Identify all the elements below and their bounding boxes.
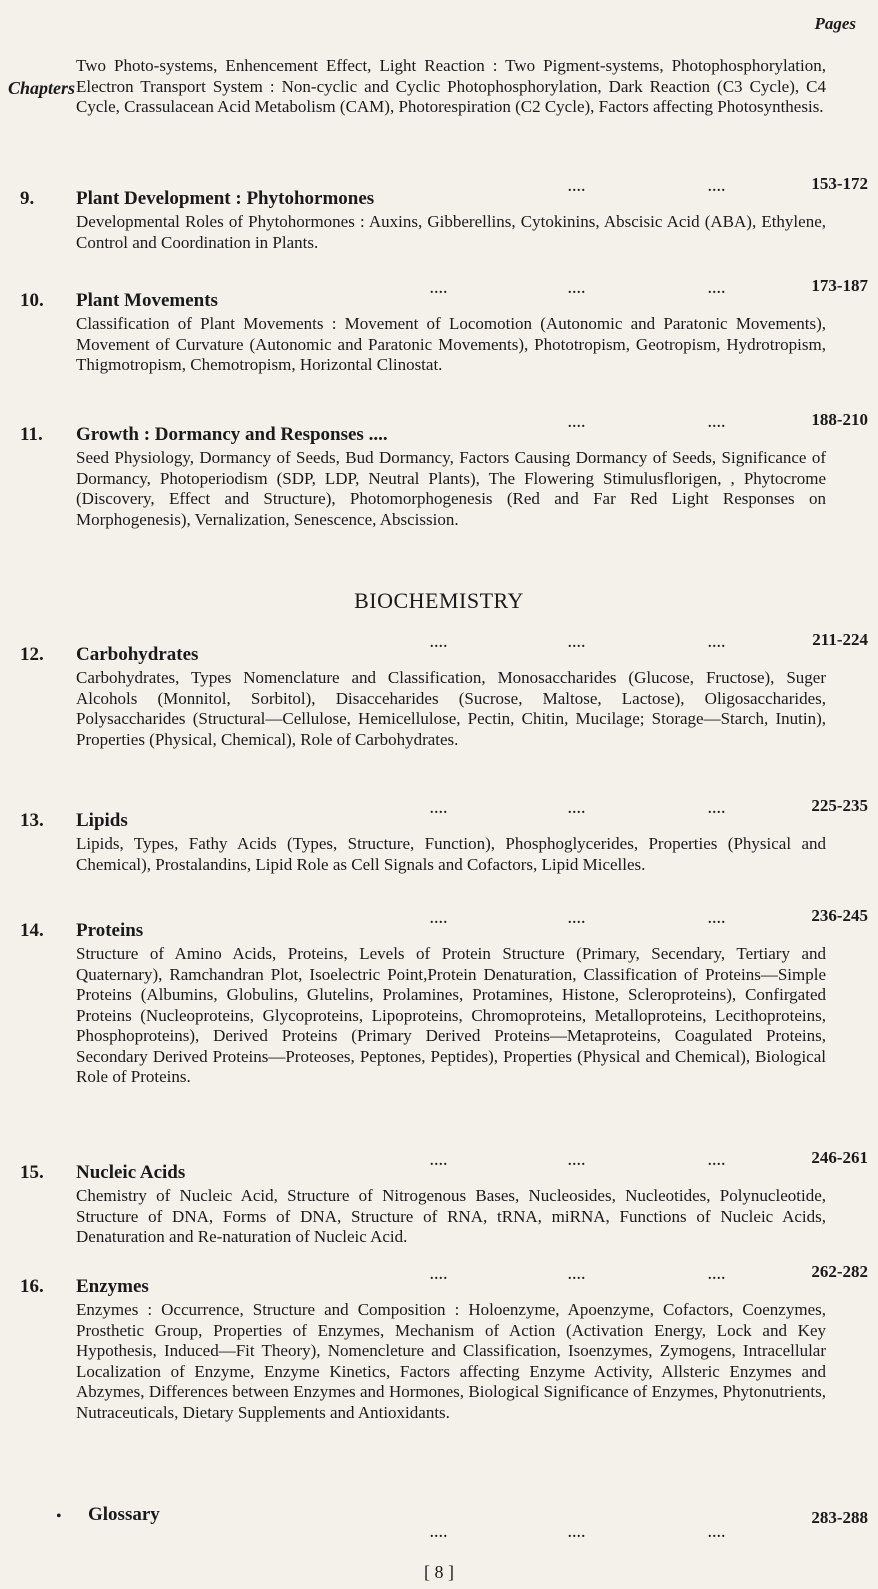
chapter-heading bbox=[0, 796, 878, 834]
leader-dots: .... bbox=[568, 1268, 586, 1283]
leader-dots: .... bbox=[568, 416, 586, 431]
leader-dots: .... bbox=[430, 1268, 448, 1283]
chapter-description: Classification of Plant Movements : Movement of Locomotion (Autonomic and Paratonic Movements), Movement of Curvature (Autonomic and Paratonic Movements), Phototropism, Geotropism, Hydrotropism, Thigmotropism, Chemotropism, Horizontal Clinostat. bbox=[76, 314, 826, 374]
section-heading-biochemistry: BIOCHEMISTRY bbox=[354, 588, 524, 613]
page-number: [ 8 ] bbox=[424, 1562, 454, 1582]
page-range: 211-224 bbox=[812, 630, 868, 649]
leader-dots: .... bbox=[568, 1154, 586, 1169]
chapter-16 bbox=[0, 1262, 878, 1423]
chapter-number: 9. bbox=[20, 188, 35, 209]
leader-dots: .... bbox=[568, 802, 586, 817]
chapter-12 bbox=[0, 630, 878, 750]
leader-dots: .... bbox=[568, 180, 586, 195]
chapter-description: Developmental Roles of Phytohormones : Auxins, Gibberellins, Cytokinins, Abscisic Acid (ABA), Ethylene, Control and Coordination in Plants. bbox=[76, 212, 826, 252]
chapter-title: Carbohydrates bbox=[76, 644, 199, 665]
chapter-title: Plant Development : Phytohormones bbox=[76, 188, 375, 209]
intro-continuation bbox=[0, 56, 878, 118]
chapter-description: Enzymes : Occurrence, Structure and Composition : Holoenzyme, Apoenzyme, Cofactors, Coenzymes, Prosthetic Group, Properties of Enzymes, Mechanism of Action (Activation Energy, Lock and Key Hypothesis, Induced—Fit Theory), Nomencleture and Classification, Isoenzymes, Zymogens, Intracellular Localization of Enzyme, Enzyme Kinetics, Factors affecting Enzyme Activity, Allsteric Enzymes and Abzymes, Differences between Enzymes and Hormones, Biological Significance of Enzymes, Phytonutrients, Nutraceuticals, Dietary Supplements and Antioxidants. bbox=[76, 1300, 826, 1422]
chapter-heading bbox=[0, 276, 878, 314]
chapter-heading bbox=[0, 174, 878, 212]
glossary-entry bbox=[0, 1504, 878, 1541]
chapter-title: Growth : Dormancy and Responses .... bbox=[76, 424, 388, 445]
chapter-number: 10. bbox=[20, 290, 44, 311]
leader-dots: .... bbox=[430, 636, 448, 651]
leader-dots: .... bbox=[430, 282, 448, 297]
page-range: 153-172 bbox=[811, 174, 868, 193]
page-range: 173-187 bbox=[811, 276, 868, 295]
leader-dots: .... bbox=[708, 912, 726, 927]
chapter-11 bbox=[0, 410, 878, 530]
chapters-column-label: Chapters bbox=[8, 78, 76, 98]
chapter-number: 15. bbox=[20, 1162, 44, 1183]
chapter-number: 14. bbox=[20, 920, 44, 941]
chapter-13 bbox=[0, 796, 878, 875]
chapter-title: Nucleic Acids bbox=[76, 1162, 186, 1183]
chapter-description: Seed Physiology, Dormancy of Seeds, Bud Dormancy, Factors Causing Dormancy of Seeds, Significance of Dormancy, Photoperiodism (SDP, LDP, Neutral Plants), The Flowering Stimulusflorigen, , Phytocrome (Discovery, Effect and Structure), Photomorphogenesis (Red and Far Red Light Responses on Morphogenesis), Vernalization, Senescence, Abscission. bbox=[76, 448, 826, 529]
leader-dots: .... bbox=[708, 180, 726, 195]
chapter-number: 16. bbox=[20, 1276, 44, 1297]
pages-column-label: Pages bbox=[814, 14, 856, 33]
chapter-heading bbox=[0, 1148, 878, 1186]
leader-dots: .... bbox=[708, 636, 726, 651]
leader-dots: .... bbox=[708, 416, 726, 431]
chapter-10 bbox=[0, 276, 878, 376]
chapter-15 bbox=[0, 1148, 878, 1248]
leader-dots: .... bbox=[430, 1526, 448, 1541]
chapter-heading bbox=[0, 410, 878, 448]
glossary-title: Glossary bbox=[88, 1504, 160, 1525]
page-range: 246-261 bbox=[811, 1148, 868, 1167]
leader-dots: .... bbox=[708, 1154, 726, 1169]
chapter-9 bbox=[0, 174, 878, 253]
glossary-heading bbox=[0, 1504, 878, 1541]
chapter-title: Proteins bbox=[76, 920, 144, 941]
chapter-description: Structure of Amino Acids, Proteins, Levels of Protein Structure (Primary, Secendary, Tertiary and Quaternary), Ramchandran Plot, Isoelectric Point,Protein Denaturation, Classification of Proteins—Simple Proteins (Albumins, Globulins, Glutelins, Prolamines, Protamines, Histone, Scleroproteins), Confirgated Proteins (Nucleoproteins, Glycoproteins, Lipoproteins, Chromoproteins, Metalloproteins, Lecithoproteins, Phosphoproteins), Derived Proteins (Primary Derived Proteins—Metaproteins, Coagulated Proteins, Secondary Derived Proteins—Proteoses, Peptones, Peptides), Properties (Physical and Chemical), Biological Role of Proteins. bbox=[76, 944, 826, 1086]
chapter-title: Plant Movements bbox=[76, 290, 218, 311]
leader-dots: .... bbox=[708, 1526, 726, 1541]
page-range: 188-210 bbox=[811, 410, 868, 429]
leader-dots: .... bbox=[708, 1268, 726, 1283]
leader-dots: .... bbox=[568, 282, 586, 297]
intro-description: Two Photo-systems, Enhencement Effect, Light Reaction : Two Pigment-systems, Photophosphorylation, Electron Transport System : Non-cyclic and Cyclic Photophosphorylation, Dark Reaction (C3 Cycle), C4 Cycle, Crassulacean Acid Metabolism (CAM), Photorespiration (C2 Cycle), Factors affecting Photosynthesis. bbox=[76, 56, 826, 116]
chapter-heading bbox=[0, 906, 878, 944]
page-range: 283-288 bbox=[811, 1508, 868, 1527]
glossary-bullet: • bbox=[56, 1508, 62, 1525]
chapter-heading bbox=[0, 1262, 878, 1300]
leader-dots: .... bbox=[430, 1154, 448, 1169]
chapter-title: Enzymes bbox=[76, 1276, 149, 1297]
leader-dots: .... bbox=[430, 912, 448, 927]
leader-dots: .... bbox=[568, 912, 586, 927]
chapter-description: Carbohydrates, Types Nomenclature and Classification, Monosaccharides (Glucose, Fructose), Suger Alcohols (Monnitol, Sorbitol), Disacceharides (Sucrose, Maltose, Lactose), Oligosaccharides, Polysaccharides (Structural—Cellulose, Hemicellulose, Pectin, Chitin, Mucilage; Storage—Starch, Inutin), Properties (Physical, Chemical), Role of Carbohydrates. bbox=[76, 668, 826, 749]
chapter-14 bbox=[0, 906, 878, 1088]
leader-dots: .... bbox=[568, 636, 586, 651]
page-range: 262-282 bbox=[811, 1262, 868, 1281]
leader-dots: .... bbox=[568, 1526, 586, 1541]
page-range: 236-245 bbox=[811, 906, 868, 925]
chapter-number: 11. bbox=[20, 424, 43, 445]
leader-dots: .... bbox=[430, 802, 448, 817]
chapter-description: Lipids, Types, Fathy Acids (Types, Structure, Function), Phosphoglycerides, Properties (Physical and Chemical), Prostalandins, Lipid Role as Cell Signals and Cofactors, Lipid Micelles. bbox=[76, 834, 826, 874]
leader-dots: .... bbox=[708, 282, 726, 297]
chapter-number: 12. bbox=[20, 644, 44, 665]
leader-dots: .... bbox=[708, 802, 726, 817]
chapter-number: 13. bbox=[20, 810, 44, 831]
chapter-description: Chemistry of Nucleic Acid, Structure of Nitrogenous Bases, Nucleosides, Nucleotides, Polynucleotide, Structure of DNA, Forms of DNA, Structure of RNA, tRNA, miRNA, Functions of Nucleic Acids, Denaturation and Re-naturation of Nucleic Acid. bbox=[76, 1186, 826, 1246]
page-range: 225-235 bbox=[811, 796, 868, 815]
chapter-title: Lipids bbox=[76, 810, 128, 831]
chapter-heading bbox=[0, 630, 878, 668]
